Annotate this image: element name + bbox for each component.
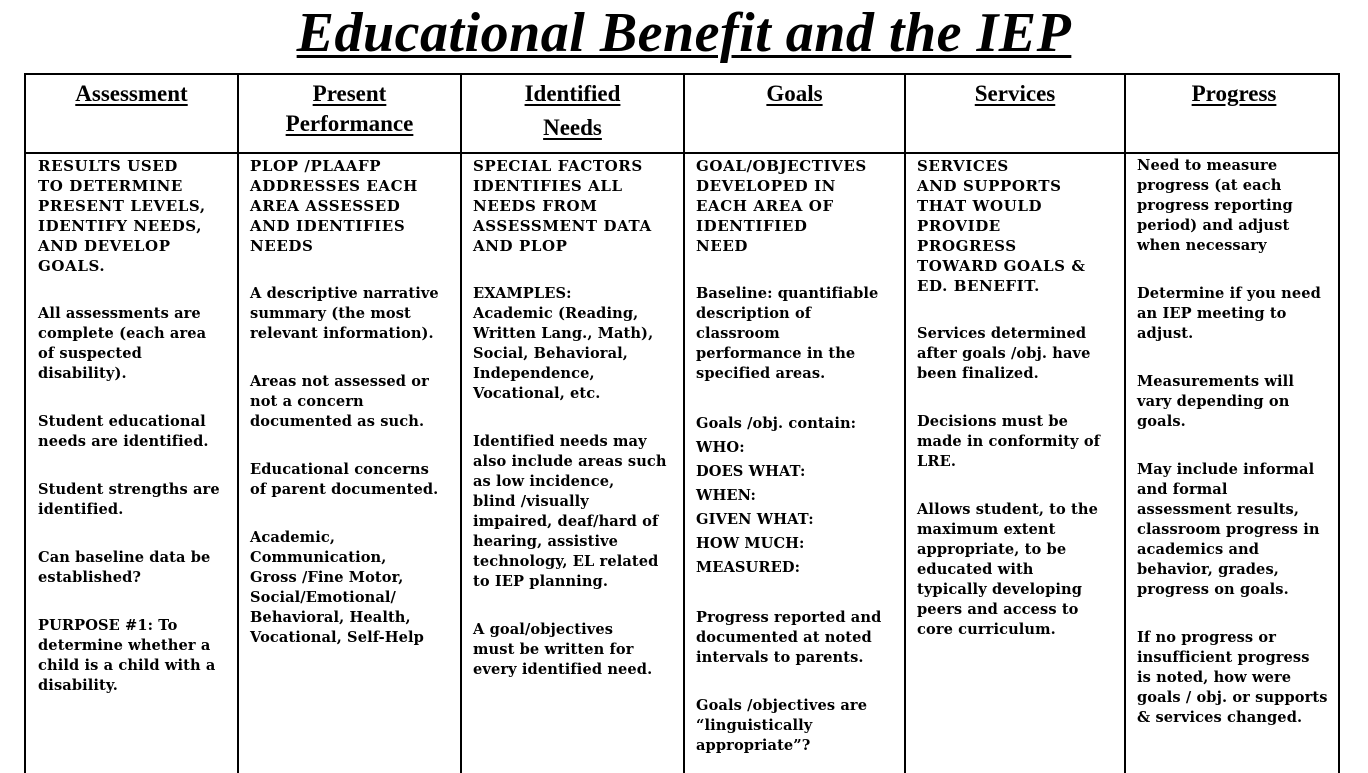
progress-paragraph: Determine if you need an IEP meeting to adjust.: [1137, 285, 1321, 342]
header-line: Assessment: [75, 81, 188, 106]
assessment-paragraph: All assessments are complete (each area of suspected disability).: [38, 305, 207, 382]
assessment-summary: RESULTS USED TO DETERMINE PRESENT LEVELS, IDENTIFY NEEDS, AND DEVELOP GOALS.: [38, 157, 206, 275]
goals-summary: GOAL/OBJECTIVES DEVELOPED IN EACH AREA OF IDENTIFIED NEED: [696, 157, 867, 255]
services-paragraph: Services determined after goals /obj. have been finalized.: [917, 325, 1091, 382]
iep-table: [24, 73, 1340, 773]
identified-needs-paragraph: Identified needs may also include areas such as low incidence, blind /visually impaired, deaf/hard of hearing, assistive technology, EL related to IEP planning.: [473, 433, 667, 590]
assessment-paragraph: Student educational needs are identified.: [38, 413, 209, 450]
goals-paragraph: Baseline: quantifiable description of classroom performance in the specified areas.: [696, 285, 879, 382]
column-divider: [237, 75, 239, 773]
services-paragraph: Decisions must be made in conformity of LRE.: [917, 413, 1101, 470]
header-goals: [685, 79, 904, 109]
identified-needs-paragraph: A goal/objectives must be written for every identified need.: [473, 621, 653, 678]
header-line: Identified: [524, 81, 621, 106]
header-present-performance: [239, 79, 460, 139]
column-divider: [683, 75, 685, 773]
assessment-paragraph: Can baseline data be established?: [38, 549, 211, 586]
progress-paragraph: May include informal and formal assessment results, classroom progress in academics and behavior, grades, progress on goals.: [1137, 461, 1320, 598]
goals-column: [696, 156, 901, 756]
assessment-paragraph: PURPOSE #1: To determine whether a child is a child with a disability.: [38, 617, 216, 694]
header-assessment: [26, 79, 237, 109]
column-divider: [460, 75, 462, 773]
header-divider: [26, 152, 1338, 154]
progress-paragraph: Need to measure progress (at each progress reporting period) and adjust when necessary: [1137, 157, 1293, 254]
identified-needs-paragraph: EXAMPLES: Academic (Reading, Written Lang., Math), Social, Behavioral, Independence, Vocational, etc.: [473, 285, 654, 402]
header-progress: [1126, 79, 1342, 109]
column-divider: [1124, 75, 1126, 773]
page-title: Educational Benefit and the IEP: [296, 2, 1072, 64]
present-performance-paragraph: A descriptive narrative summary (the most relevant information).: [250, 285, 439, 342]
header-line: Needs: [543, 115, 602, 140]
header-line: Present: [312, 81, 387, 106]
goals-paragraph: Progress reported and documented at noted intervals to parents.: [696, 609, 882, 666]
services-paragraph: Allows student, to the maximum extent appropriate, to be educated with typically developing peers and access to core curriculum.: [917, 501, 1098, 638]
present-performance-paragraph: Areas not assessed or not a concern documented as such.: [250, 373, 429, 430]
identified-needs-summary: SPECIAL FACTORS IDENTIFIES ALL NEEDS FROM ASSESSMENT DATA AND PLOP: [473, 157, 652, 255]
progress-column: [1137, 156, 1340, 728]
header-line: Goals: [766, 81, 823, 106]
present-performance-paragraph: Educational concerns of parent documented.: [250, 461, 439, 498]
goals-paragraph: Goals /objectives are “linguistically appropriate”?: [696, 697, 868, 754]
column-divider: [904, 75, 906, 773]
header-line: Performance: [285, 111, 414, 136]
present-performance-column: [250, 156, 456, 648]
assessment-column: [38, 156, 234, 696]
services-column: [917, 156, 1122, 640]
header-line: Progress: [1191, 81, 1277, 106]
header-services: [906, 79, 1124, 109]
progress-paragraph: Measurements will vary depending on goals.: [1137, 373, 1294, 430]
header-identified-needs: [462, 79, 683, 143]
present-performance-summary: PLOP /PLAAFP ADDRESSES EACH AREA ASSESSED AND IDENTIFIES NEEDS: [250, 157, 418, 255]
present-performance-paragraph: Academic, Communication, Gross /Fine Motor, Social/Emotional/ Behavioral, Health, Vocational, Self-Help: [250, 529, 424, 646]
header-line: Services: [974, 81, 1056, 106]
services-summary: SERVICES AND SUPPORTS THAT WOULD PROVIDE PROGRESS TOWARD GOALS & ED. BENEFIT.: [917, 157, 1086, 295]
goals-contents-list: Goals /obj. contain: WHO: DOES WHAT: WHEN: GIVEN WHAT: HOW MUCH: MEASURED:: [696, 415, 857, 576]
progress-paragraph: If no progress or insufficient progress is noted, how were goals / obj. or supports & services changed.: [1137, 629, 1328, 726]
identified-needs-column: [473, 156, 679, 680]
assessment-paragraph: Student strengths are identified.: [38, 481, 220, 518]
